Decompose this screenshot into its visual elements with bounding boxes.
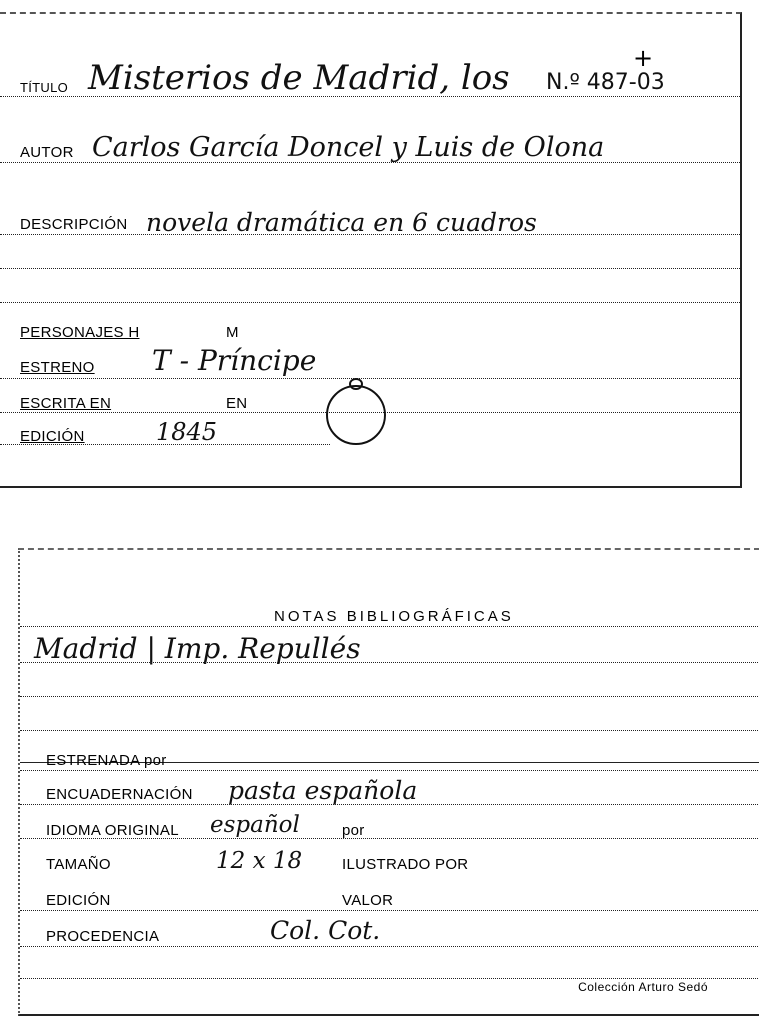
bottom-blank-rule xyxy=(20,978,759,979)
blank-rule-1 xyxy=(0,268,740,269)
estreno-value: T - Príncipe xyxy=(152,344,317,377)
procedencia-value: Col. Cot. xyxy=(270,916,381,945)
catalog-number: N.º 487-03 xyxy=(546,70,665,95)
back-edicion-label: EDICIÓN xyxy=(46,892,111,909)
edicion-label: EDICIÓN xyxy=(20,428,85,445)
encuadernacion-value: pasta española xyxy=(228,776,418,805)
titulo-value: Misterios de Madrid, los xyxy=(88,58,510,98)
procedencia-rule xyxy=(20,946,759,947)
collection-credit: Colección Arturo Sedó xyxy=(578,980,708,994)
autor-label: AUTOR xyxy=(20,144,74,161)
edicion-valor-rule xyxy=(20,910,759,911)
edicion-rule xyxy=(0,444,330,445)
idioma-por-label: por xyxy=(342,822,365,839)
estrenada-label: ESTRENADA por xyxy=(46,752,167,769)
blank-rule-2 xyxy=(0,302,740,303)
ilustrado-label: ILUSTRADO POR xyxy=(342,856,469,873)
escrita-en-label: EN xyxy=(226,395,248,412)
descripcion-label: DESCRIPCIÓN xyxy=(20,216,128,233)
notas-value-rule xyxy=(20,662,759,663)
escrita-label: ESCRITA EN xyxy=(20,395,112,412)
estreno-label: ESTRENO xyxy=(20,359,95,376)
encuadernacion-label: ENCUADERNACIÓN xyxy=(46,786,193,803)
autor-value: Carlos García Doncel y Luis de Olona xyxy=(92,132,605,163)
idioma-value: español xyxy=(210,812,300,838)
notas-title: NOTAS BIBLIOGRÁFICAS xyxy=(274,608,514,625)
edicion-value: 1845 xyxy=(156,418,218,446)
circular-stamp xyxy=(326,385,386,445)
valor-label: VALOR xyxy=(342,892,394,909)
notas-blank-rule-2 xyxy=(20,730,759,731)
notas-value: Madrid | Imp. Repullés xyxy=(34,632,361,665)
procedencia-label: PROCEDENCIA xyxy=(46,928,160,945)
estreno-rule xyxy=(0,378,740,379)
catalog-card-back xyxy=(18,548,759,1016)
idioma-label: IDIOMA ORIGINAL xyxy=(46,822,179,839)
notas-blank-rule-1 xyxy=(20,696,759,697)
tamano-value: 12 x 18 xyxy=(216,848,303,874)
notas-rule xyxy=(20,626,759,627)
tamano-label: TAMAÑO xyxy=(46,856,111,873)
corner-mark: + xyxy=(633,44,654,72)
estrenada-rule xyxy=(20,770,759,771)
titulo-label: TÍTULO xyxy=(20,80,69,95)
personajes-label: PERSONAJES H xyxy=(20,324,140,341)
descripcion-value: novela dramática en 6 cuadros xyxy=(146,208,537,237)
personajes-m-label: M xyxy=(226,324,239,341)
